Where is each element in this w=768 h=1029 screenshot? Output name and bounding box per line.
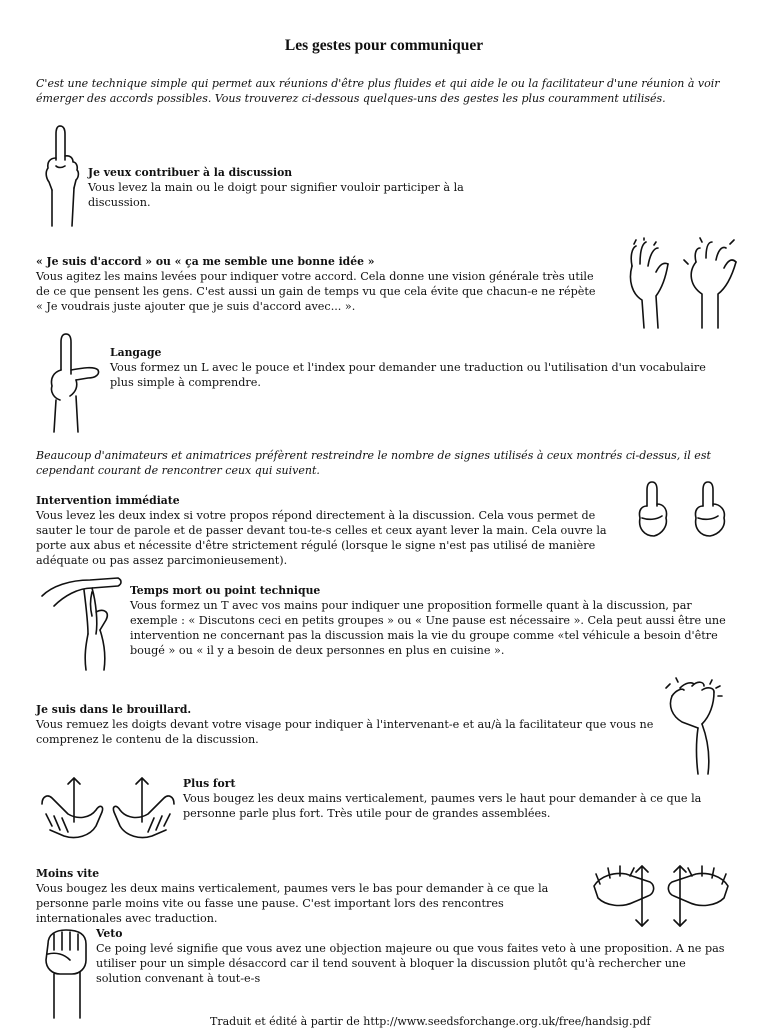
palms-down-hands-icon bbox=[590, 860, 732, 932]
gesture-title: Plus fort bbox=[183, 777, 236, 790]
gesture-immediate bbox=[36, 493, 624, 568]
gesture-description: Vous agitez les mains levées pour indiquer votre accord. Cela donne une vision générale très utile de ce que pensent les gens. C'est aussi un gain de temps vu que cela évite que chacun-e ne répète « Je voudrais juste ajouter que je suis d'accord avec... ». bbox=[36, 270, 596, 313]
gesture-louder bbox=[183, 776, 733, 821]
gesture-description: Vous bougez les deux mains verticalement, paumes vers le bas pour demander à ce que la personne parle moins vite ou fasse une pause. C'est important lors des rencontres internationales avec traduction. bbox=[36, 882, 549, 925]
gesture-time-out bbox=[130, 583, 730, 658]
gesture-agree bbox=[36, 254, 596, 314]
gesture-description: Ce poing levé signifie que vous avez une objection majeure ou que vous faites veto à une proposition. A ne pas utiliser pour un simple désaccord car il tend souvent à bloquer la discussion plutôt qu'à rechercher une solution convenant à tout-e-s bbox=[96, 942, 725, 985]
gesture-title: Intervention immédiate bbox=[36, 494, 180, 507]
two-index-fingers-icon bbox=[630, 480, 740, 540]
note-paragraph: Beaucoup d'animateurs et animatrices préfèrent restreindre le nombre de signes utilisés à ceux montrés ci-dessus, il est cependant courant de rencontrer ceux qui suivent. bbox=[36, 449, 711, 477]
gesture-title: Moins vite bbox=[36, 867, 100, 880]
footer-credit: Traduit et édité à partir de http://www.seedsforchange.org.uk/free/handsig.pdf bbox=[210, 1015, 651, 1028]
gesture-description: Vous bougez les deux mains verticalement, paumes vers le haut pour demander à ce que la personne parle plus fort. Très utile pour de grandes assemblées. bbox=[183, 792, 702, 820]
gesture-contribute bbox=[88, 165, 508, 210]
gesture-title: Temps mort ou point technique bbox=[130, 584, 321, 597]
page-title: Les gestes pour communiquer bbox=[284, 37, 484, 54]
raised-fist-icon bbox=[40, 926, 92, 1020]
gesture-description: Vous levez les deux index si votre propos répond directement à la discussion. Cela vous permet de sauter le tour de parole et de passer devant tou-te-s celles et ceux ayant lever la main. Cela ouvre la porte aux abus et nécessite d'être strictement régulé (lorsque le signe n'est pas utilisé de manière adéquate ou pas assez parcimonieusement). bbox=[36, 509, 607, 567]
intro-paragraph: C'est une technique simple qui permet aux réunions d'être plus fluides et qui aide le ou la facilitateur d'une réunion à voir émerger des accords possibles. Vous trouverez ci-dessous quelques-uns des gestes les plus couramment utilisés. bbox=[36, 77, 720, 105]
l-shape-hand-icon bbox=[36, 330, 102, 434]
gesture-description: Vous formez un T avec vos mains pour indiquer une proposition formelle quant à la discussion, par exemple : « Discutons ceci en petits groupes » ou « Une pause est nécessaire ». Cela peut aussi être une intervention ne concernant pas la discussion mais la vie du groupe comme «tel véhicule a besoin d'être bougé » ou « il y a besoin de deux personnes en plus en cuisine ». bbox=[130, 599, 726, 657]
gesture-title: Je suis dans le brouillard. bbox=[36, 703, 192, 716]
waving-hands-icon bbox=[622, 236, 746, 330]
gesture-description: Vous formez un L avec le pouce et l'index pour demander une traduction ou l'utilisation d'un vocabulaire plus simple à comprendre. bbox=[110, 361, 706, 389]
gesture-language bbox=[110, 345, 726, 390]
gesture-description: Vous remuez les doigts devant votre visage pour indiquer à l'intervenant-e et au/à la facilitateur que vous ne comprenez le contenu de la discussion. bbox=[36, 718, 654, 746]
gesture-confused bbox=[36, 702, 658, 747]
gesture-slower bbox=[36, 866, 592, 926]
palms-up-hands-icon bbox=[38, 774, 178, 844]
raised-finger-hand-icon bbox=[38, 122, 84, 228]
gesture-title: « Je suis d'accord » ou « ça me semble une bonne idée » bbox=[36, 255, 375, 268]
gesture-title: Langage bbox=[110, 346, 162, 359]
gesture-veto bbox=[96, 926, 726, 986]
fluttering-fingers-hand-icon bbox=[662, 676, 728, 776]
gesture-title: Veto bbox=[96, 927, 123, 940]
gesture-description: Vous levez la main ou le doigt pour signifier vouloir participer à la discussion. bbox=[88, 181, 464, 209]
gesture-title: Je veux contribuer à la discussion bbox=[88, 166, 293, 179]
t-shape-hands-icon bbox=[40, 572, 124, 672]
